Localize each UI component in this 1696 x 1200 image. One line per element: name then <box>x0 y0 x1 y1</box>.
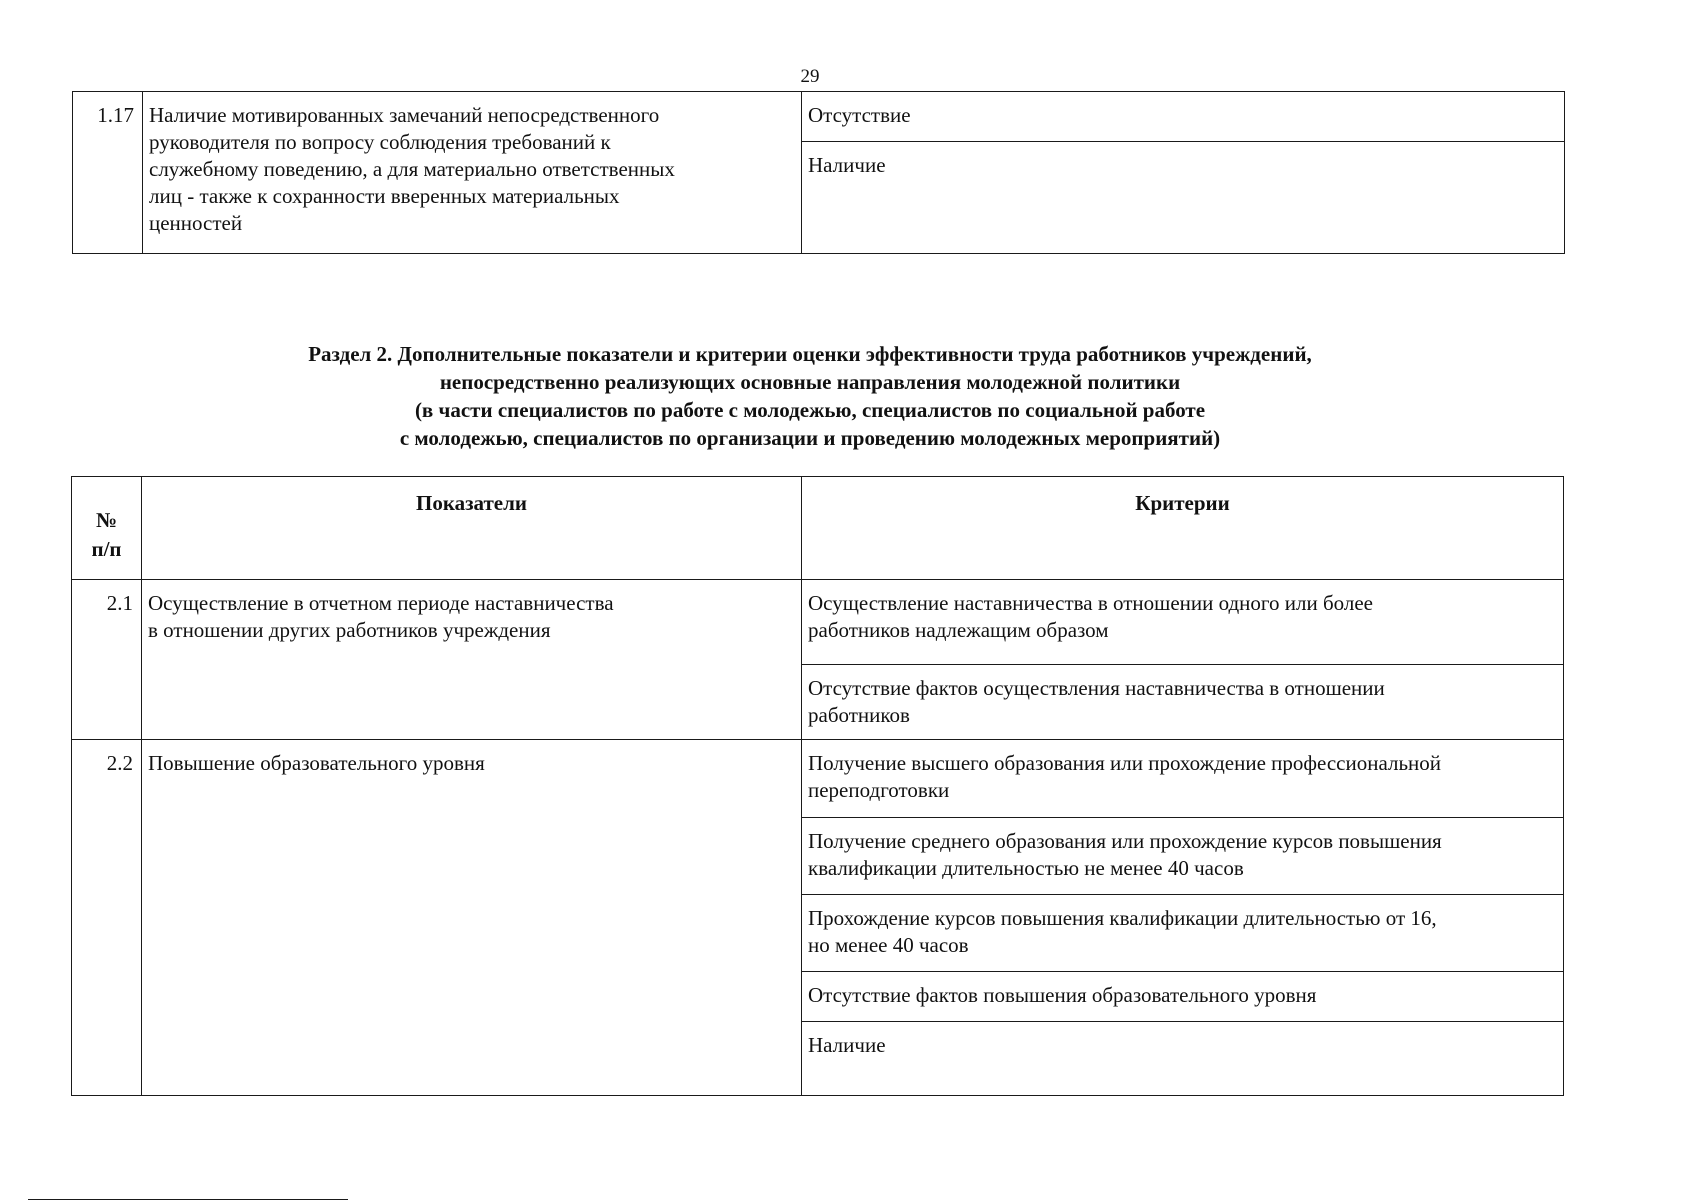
criteria-line: Прохождение курсов повышения квалификации длительностью от 16, <box>808 906 1437 930</box>
section-title-line: Раздел 2. Дополнительные показатели и критерии оценки эффективности труда работников учреждений, <box>308 342 1312 366</box>
indicator-cell <box>142 580 802 740</box>
criteria-line: Отсутствие фактов повышения образовательного уровня <box>808 983 1317 1007</box>
indicator-cell <box>142 740 802 1096</box>
criteria-cell <box>802 895 1564 972</box>
table-row <box>72 580 1564 665</box>
criteria-cell <box>802 580 1564 665</box>
header-number-line: п/п <box>91 537 122 561</box>
table-row <box>72 740 1564 818</box>
row-number: 2.2 <box>72 740 142 1096</box>
indicator-line: Наличие мотивированных замечаний непосредственного <box>149 103 660 127</box>
criteria-cell <box>802 818 1564 895</box>
header-indicators: Показатели <box>142 477 802 580</box>
section-title-line: непосредственно реализующих основные направления молодежной политики <box>439 370 1181 394</box>
criteria-table-section-2 <box>71 476 1564 1096</box>
header-number <box>72 477 142 580</box>
indicator-cell <box>143 92 802 254</box>
page-number: 29 <box>800 66 820 87</box>
criteria-cell: Наличие <box>802 142 1565 254</box>
criteria-line: Осуществление наставничества в отношении одного или более <box>808 591 1374 615</box>
criteria-cell <box>802 740 1564 818</box>
table-row <box>73 92 1565 142</box>
section-title-line: с молодежью, специалистов по организации и проведению молодежных мероприятий) <box>399 426 1221 450</box>
criteria-line: Отсутствие фактов осуществления наставничества в отношении <box>808 676 1385 700</box>
criteria-line: переподготовки <box>808 778 950 802</box>
criteria-cell: Отсутствие <box>802 92 1565 142</box>
indicator-line: в отношении других работников учреждения <box>148 618 551 642</box>
criteria-line: Получение среднего образования или прохождение курсов повышения <box>808 829 1442 853</box>
criteria-cell <box>802 1022 1564 1096</box>
header-number-line: № <box>95 508 118 532</box>
indicator-line: Повышение образовательного уровня <box>148 751 485 775</box>
criteria-cell <box>802 665 1564 740</box>
table-header-row <box>72 477 1564 580</box>
criteria-line: работников <box>808 703 910 727</box>
row-number: 2.1 <box>72 580 142 740</box>
indicator-line: ценностей <box>149 211 243 235</box>
indicator-line: руководителя по вопросу соблюдения требований к <box>149 130 611 154</box>
indicator-line: служебному поведению, а для материально ответственных <box>149 157 675 181</box>
criteria-line: работников надлежащим образом <box>808 618 1109 642</box>
indicator-line: лиц - также к сохранности вверенных материальных <box>149 184 620 208</box>
criteria-table-continued <box>72 91 1565 254</box>
criteria-line: квалификации длительностью не менее 40 часов <box>808 856 1244 880</box>
criteria-line: но менее 40 часов <box>808 933 969 957</box>
section-title-line: (в части специалистов по работе с молодежью, специалистов по социальной работе <box>414 398 1206 422</box>
section-title <box>100 340 1520 452</box>
indicator-line: Осуществление в отчетном периоде наставничества <box>148 591 614 615</box>
criteria-line: Наличие <box>808 1033 886 1057</box>
row-number: 1.17 <box>73 92 143 254</box>
criteria-line: Получение высшего образования или прохождение профессиональной <box>808 751 1442 775</box>
header-criteria: Критерии <box>802 477 1564 580</box>
criteria-cell <box>802 972 1564 1022</box>
